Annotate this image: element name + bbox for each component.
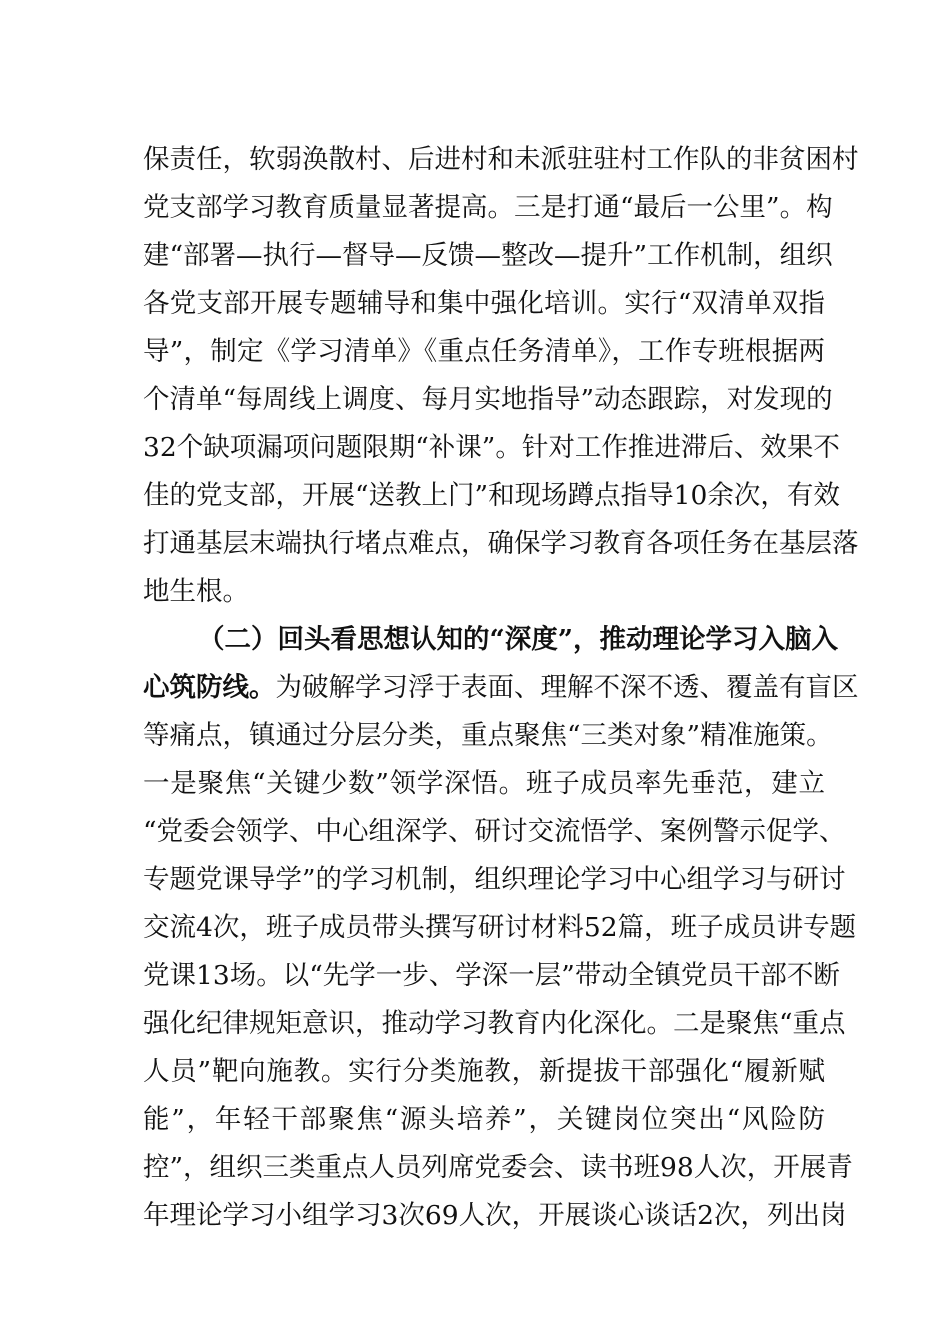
text-line: 控”，组织三类重点人员列席党委会、读书班98人次，开展青 bbox=[143, 1152, 853, 1183]
text-line: 党支部学习教育质量显著提高。三是打通“最后一公里”。构 bbox=[143, 192, 833, 223]
text-line: 年理论学习小组学习3次69人次，开展谈心谈话2次，列出岗 bbox=[143, 1200, 847, 1231]
text-line: 等痛点，镇通过分层分类，重点聚焦“三类对象”精准施策。 bbox=[143, 720, 833, 751]
text-line: 能”，年轻干部聚焦“源头培养”，关键岗位突出“风险防 bbox=[143, 1104, 825, 1135]
text-line: 佳的党支部，开展“送教上门”和现场蹲点指导10余次，有效 bbox=[143, 480, 840, 511]
text-line: 一是聚焦“关键少数”领学深悟。班子成员率先垂范，建立 bbox=[143, 768, 825, 799]
text-line: 导”，制定《学习清单》《重点任务清单》，工作专班根据两 bbox=[143, 336, 825, 367]
text-line: 个清单“每周线上调度、每月实地指导”动态跟踪，对发现的 bbox=[143, 384, 833, 415]
text-line: 交流4次，班子成员带头撰写研讨材料52篇，班子成员讲专题 bbox=[143, 912, 857, 943]
text-line: 人员”靶向施教。实行分类施教，新提拔干部强化“履新赋 bbox=[143, 1056, 825, 1087]
text-line bbox=[143, 668, 859, 708]
text-line: 保责任，软弱涣散村、后进村和未派驻驻村工作队的非贫困村 bbox=[143, 144, 859, 175]
text-line: 地生根。 bbox=[143, 576, 249, 607]
section-heading: （二）回头看思想认知的“深度”，推动理论学习入脑入 bbox=[198, 624, 838, 655]
text-line: 强化纪律规矩意识，推动学习教育内化深化。二是聚焦“重点 bbox=[143, 1008, 846, 1039]
section-heading-continuation: 心筑防线。 bbox=[143, 672, 276, 703]
text-line: 32个缺项漏项问题限期“补课”。针对工作推进滞后、效果不 bbox=[143, 432, 840, 463]
text-line: 专题党课导学”的学习机制，组织理论学习中心组学习与研讨 bbox=[143, 864, 846, 895]
text-line: 建“部署—执行—督导—反馈—整改—提升”工作机制，组织 bbox=[143, 240, 833, 271]
text-line: 各党支部开展专题辅导和集中强化培训。实行“双清单双指 bbox=[143, 288, 825, 319]
text-line: “党委会领学、中心组深学、研讨交流悟学、案例警示促学、 bbox=[143, 816, 846, 847]
text-span: 为破解学习浮于表面、理解不深不透、覆盖有盲区 bbox=[275, 672, 859, 703]
text-line: 打通基层末端执行堵点难点，确保学习教育各项任务在基层落 bbox=[143, 528, 859, 559]
text-line: 党课13场。以“先学一步、学深一层”带动全镇党员干部不断 bbox=[143, 960, 840, 991]
